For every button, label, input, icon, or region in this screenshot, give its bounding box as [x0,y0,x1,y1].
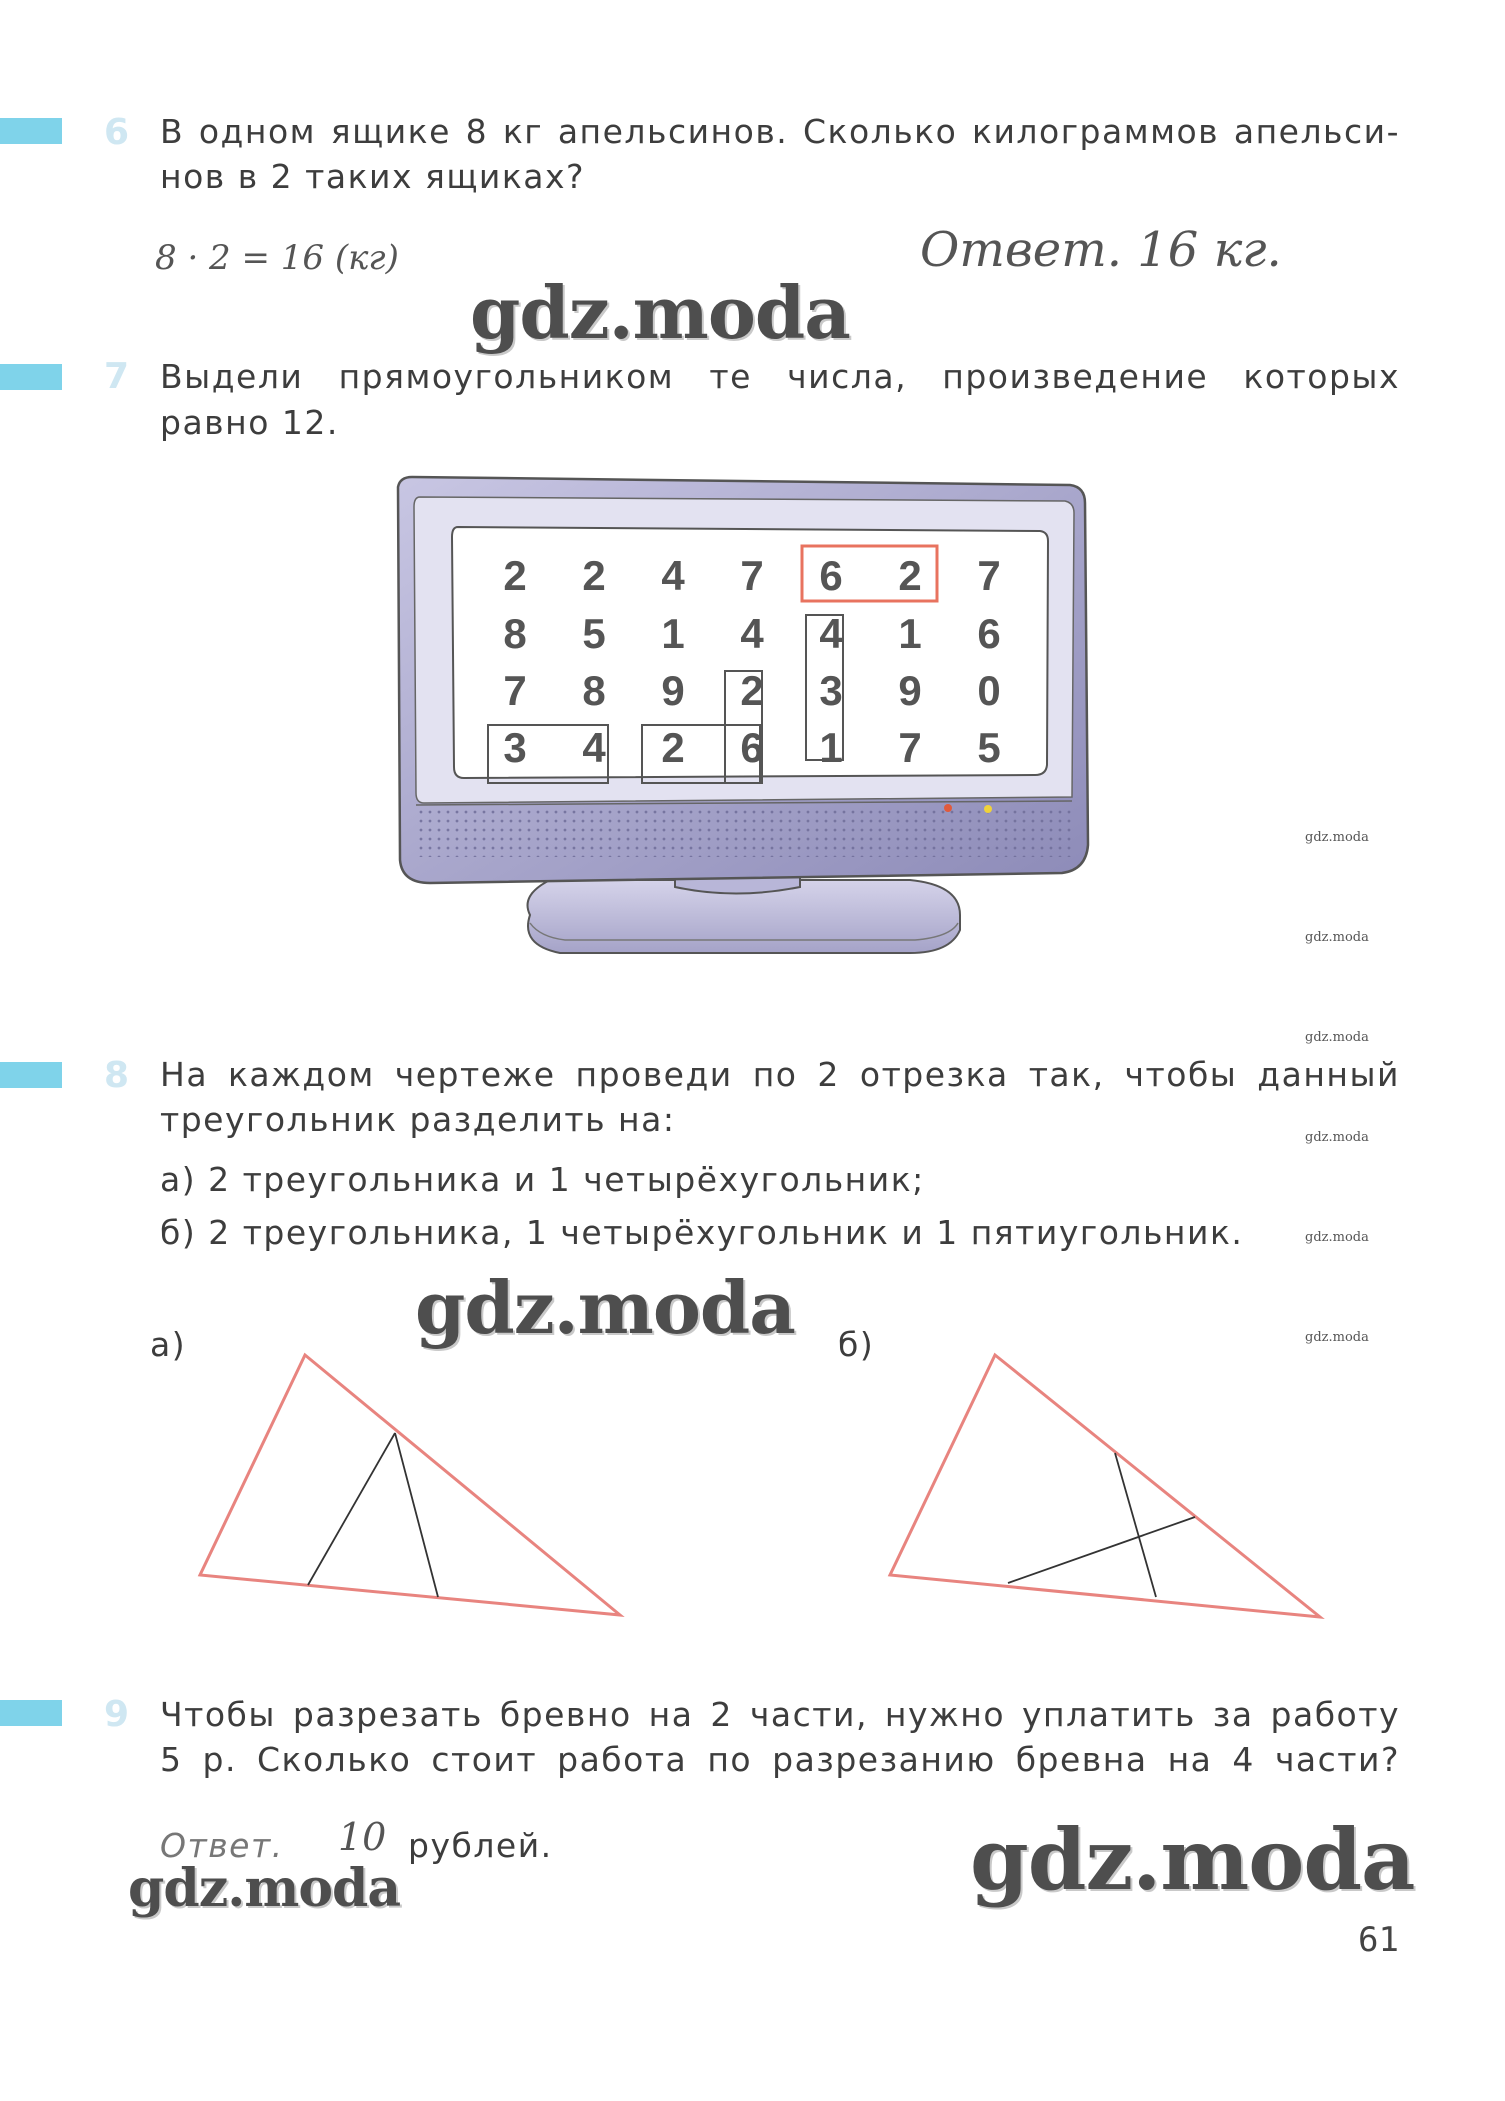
task-7-marker [0,364,62,390]
triangle-b [880,1345,1330,1625]
selection-box-6-2 [802,546,937,601]
selection-box-2-6-horizontal [642,725,760,783]
grid-cell: 8 [582,667,606,714]
selection-box-2-6 [725,671,762,783]
watermark: gdz.moda [415,1265,795,1350]
grid-cell: 9 [661,667,685,714]
task-7-number: 7 [104,356,130,397]
segment-b-2 [1008,1517,1195,1583]
grid-cell: 2 [661,724,685,771]
grid-cell: 2 [503,552,527,599]
grid-cell: 1 [898,610,922,657]
grid-cell: 7 [503,667,527,714]
selection-box-3-4 [488,725,608,783]
triangle-b-label: б) [838,1325,875,1364]
task-8-marker [0,1062,62,1088]
grid-cell: 7 [898,724,922,771]
task-6-answer: Ответ. 16 кг. [920,222,1282,278]
grid-cell: 2 [898,552,922,599]
grid-cell: 1 [819,724,843,771]
grid-cell: 8 [503,610,527,657]
task-6-text-line2: нов в 2 таких ящиках? [160,157,586,196]
segment-b-1 [1115,1453,1156,1597]
task-9-answer-unit: рублей. [408,1826,553,1865]
task-9-answer-value: 10 [338,1815,387,1859]
grid-cell: 4 [582,724,606,771]
task-7-text-line2: равно 12. [160,403,339,442]
task-6-solution: 8 · 2 = 16 (кг) [155,238,399,278]
grid-cell: 6 [740,724,764,771]
task-8-text-line1: На каждом чертеже проведи по 2 отрезка так, чтобы данный [160,1055,1400,1094]
grid-cell: 7 [740,552,764,599]
watermark-small: gdz.moda [1305,1230,1369,1245]
task-8-item-a: а) 2 треугольника и 1 четырёхугольник; [160,1160,925,1199]
watermark: gdz.moda [970,1810,1415,1909]
grid-cell: 2 [740,667,764,714]
watermark-small: gdz.moda [1305,830,1369,845]
watermark-small: gdz.moda [1305,1030,1369,1045]
grid-cell: 9 [898,667,922,714]
watermark-small: gdz.moda [1305,930,1369,945]
triangle-a-label: а) [150,1325,187,1364]
task-9-number: 9 [104,1694,130,1735]
watermark: gdz.moda [128,1858,401,1919]
grid-cell: 5 [977,724,1001,771]
grid-cell: 5 [582,610,606,657]
grid-cell: 3 [503,724,527,771]
task-9-text-line2: 5 р. Сколько стоит работа по разрезанию бревна на 4 части? [160,1740,1400,1779]
task-9-text-line1: Чтобы разрезать бревно на 2 части, нужно уплатить за работу [160,1695,1400,1734]
watermark-small: gdz.moda [1305,1330,1369,1345]
task-6-number: 6 [104,112,130,153]
task-6-marker [0,118,62,144]
task-8-number: 8 [104,1055,130,1096]
watermark-small: gdz.moda [1305,1130,1369,1145]
task-6-text-line1: В одном ящике 8 кг апельсинов. Сколько килограммов апельси- [160,112,1400,151]
watermark: gdz.moda [470,270,850,355]
grid-cell: 0 [977,667,1001,714]
page-number: 61 [1358,1920,1399,1960]
grid-cell: 6 [977,610,1001,657]
grid-cell: 2 [582,552,606,599]
task-9-answer-label: Ответ. [160,1826,284,1865]
grid-cell: 4 [740,610,764,657]
task-9-marker [0,1700,62,1726]
grid-cell: 3 [819,667,843,714]
task-7-text-line1: Выдели прямоугольником те числа, произведение которых [160,357,1400,396]
grid-cell: 4 [661,552,685,599]
segment-a-1 [308,1433,395,1585]
grid-cell: 1 [661,610,685,657]
task-8-text-line2: треугольник разделить на: [160,1100,676,1139]
task-8-item-b: б) 2 треугольника, 1 четырёхугольник и 1 пятиугольник. [160,1213,1244,1252]
selection-box-4-3 [806,615,843,760]
triangle-a [190,1345,630,1625]
grid-cell: 4 [819,610,843,657]
grid-cell: 7 [977,552,1001,599]
grid-cell: 6 [819,552,843,599]
grid-selection-boxes [470,535,1030,795]
